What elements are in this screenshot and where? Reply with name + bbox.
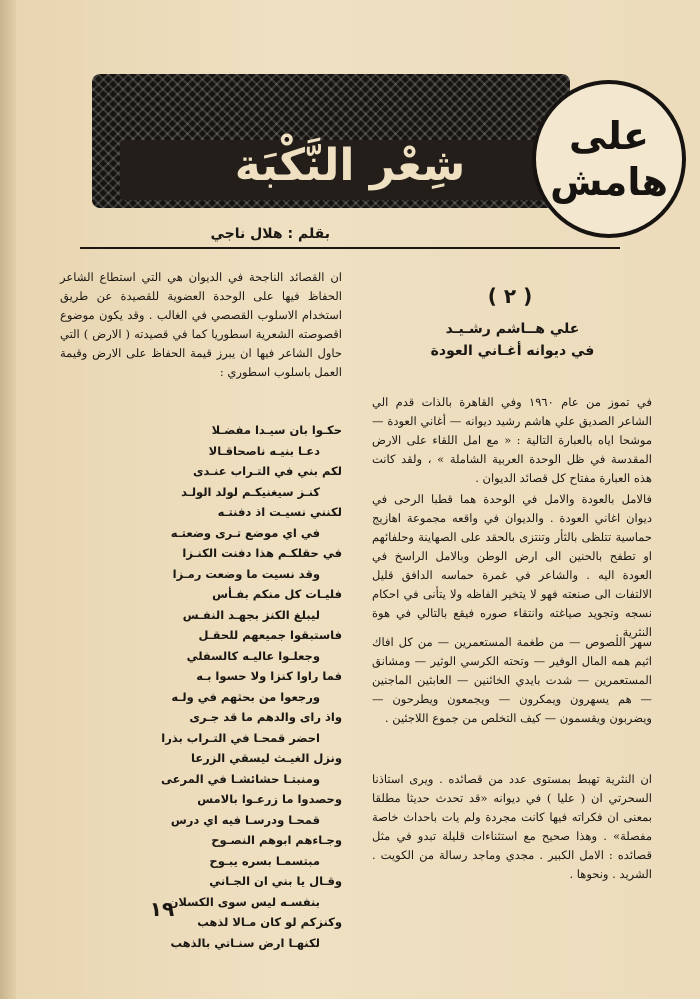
- poem-line: احضر قمحـا في التـراب بذرا: [161, 730, 320, 745]
- paragraph-1: في تموز من عام ١٩٦٠ وفي القاهرة بالذات قدم الي الشاعر الصديق علي هاشم رشيد ديوانه — أغاني العودة — موشحا اياه بالعبارة التالية : « مع امل اللقاء على الارض المقدسة في ظل الوحدة العربية الشاملة » ، ولقد كانت هذه العبارة مفتاح كل قصائد الديوان .: [372, 395, 652, 485]
- poem-line: لكنني نسيـت اذ دفنتـه: [217, 505, 342, 519]
- poem-line: وقد نسيت ما وضعت رمـزا: [172, 566, 320, 581]
- poem-line: وكنزكم لو كان مـالا لذهب: [197, 915, 342, 929]
- circle-text-bottom: هامش: [550, 160, 668, 204]
- header-circle-badge: [532, 80, 686, 238]
- author-byline: بقلم : هلال ناجي: [210, 226, 330, 242]
- poem-line: بنفسـه ليس سوى الكسلان: [168, 894, 320, 909]
- poem-line: فاستبقوا جميعهم للحقـل: [198, 628, 342, 642]
- poem-line: ومنبتـا حشائشـا في المرعى: [161, 771, 320, 786]
- paragraph-3: سهر اللصوص — من طغمة المستعمرين — من كل افاك اثيم همه المال الوفير — وتحته الكرسي الوثير — ومشانق المستعمرين — شدت بايدي الخائنين — العابثين الماجنين — هم يسهرون ويمكرون — ويجمعون ويطرحون — ويضربون ويقسمون — كيف التخلص من جموع اللاجئين .: [372, 635, 652, 725]
- article-title-line-2: في ديوانه أغـاني العودة: [430, 343, 595, 359]
- poem-line: دعـا بنيـه ناصحاقـالا: [208, 443, 320, 458]
- poem-line: ونزل الغيـث ليسقي الزرعا: [191, 751, 342, 765]
- poem-line: مبتسمـا بسره يبـوح: [209, 853, 320, 868]
- poem-line: قمحـا ودرسـا فيه اي درس: [170, 812, 320, 827]
- page-number: ١٩: [149, 897, 175, 921]
- paragraph-2: فالامل بالعودة والامل في الوحدة هما قطبا الرحى في ديوان اغاني العودة . والديوان في واقعه مجموعة اهازيج حماسية تتلظى بالثأر وتنتزى بالحقد على الصهاينة وحلفائهم او تطفح بالحنين الى ارض الوطن وبالامل الراسخ في العودة اليه . والشاعر في غمرة حماسه الدافق قليل الالتفات الى صنعته فهو لا يتخير الفاظه ولا يتأنى في احكام نسجه وتجويد صياغته وانتقاء صوره فيقع بالتالي في هوة النثرية .: [372, 492, 652, 639]
- part-number: ( ٢ ): [487, 284, 533, 308]
- circle-text-top: على: [569, 114, 649, 158]
- poem-line: في اي موضع تـرى وضعتـه: [170, 525, 320, 540]
- left-intro-paragraph: ان القصائد الناجحة في الديوان هي التي استطاع الشاعر الحفاظ فيها على الوحدة العضوية للقصيدة عن طريق استخدام الاسلوب القصصي في الغالب . وقد يكون موضوع اقصوصته الشعرية اسطوريا كما في قصيدته ( الارض ) التي حاول الشاعر فيها ان يبرز قيمة الحفاظ على الارض وقيمة العمل باسلوب اسطوري :: [60, 270, 342, 379]
- poem-line: وجـاءهم ابوهم النصـوح: [211, 833, 342, 847]
- poem-line: لكم بني في التـراب عنـدى: [192, 464, 342, 478]
- poem-line: وقـال يا بني ان الجـاني: [209, 874, 342, 888]
- poem-line: وحصدوا ما زرعـوا بالامس: [197, 792, 342, 806]
- page-binding-edge: [0, 0, 16, 999]
- poem-line: ورجعوا من بحثهم في ولـه: [171, 689, 320, 704]
- paragraph-4: ان النثرية تهبط بمستوى عدد من قصائده . ويرى استاذنا السحرتي ان ( عليا ) في ديوانه «قد تحدث حديثا مطلقا بمعنى ان فكراته فيها كانت مجردة ولم يات باحداث خاصة مفصلة» . وهذا صحيح مع استثناءات قليلة تبدو في مثل قصائده : الامل الكبير . مجدي وماجد رسالة من الكويت . الشريد . ونحوها .: [372, 772, 652, 881]
- poem-line: وجعلـوا عاليـه كالسفلي: [186, 648, 320, 663]
- header-title: شِعْر النَّكْبَة: [234, 139, 466, 191]
- header-divider: [80, 247, 620, 249]
- poem-line: كنـز سيغنيكـم لولد الولـد: [181, 484, 320, 499]
- poem-line: حكـوا بان سيـدا مفضـلا: [211, 423, 342, 437]
- poem-line: فليـات كل منكم بفـأس: [212, 587, 342, 601]
- poem-line: في حقلكـم هذا دفنت الكنـزا: [182, 546, 342, 560]
- poem: [130, 420, 342, 953]
- article-title-line-1: علي هــاشم رشـيـد: [445, 321, 580, 337]
- poem-line: واذ راى والدهم ما قد جـرى: [189, 710, 342, 724]
- article-title: [380, 318, 645, 362]
- poem-line: ليبلغ الكنز بجهـد النفـس: [182, 607, 320, 622]
- poem-line: فما راوا كنزا ولا حسوا بـه: [196, 669, 342, 683]
- poem-line: لكنهـا ارض سنـاتي بالذهب: [170, 935, 320, 950]
